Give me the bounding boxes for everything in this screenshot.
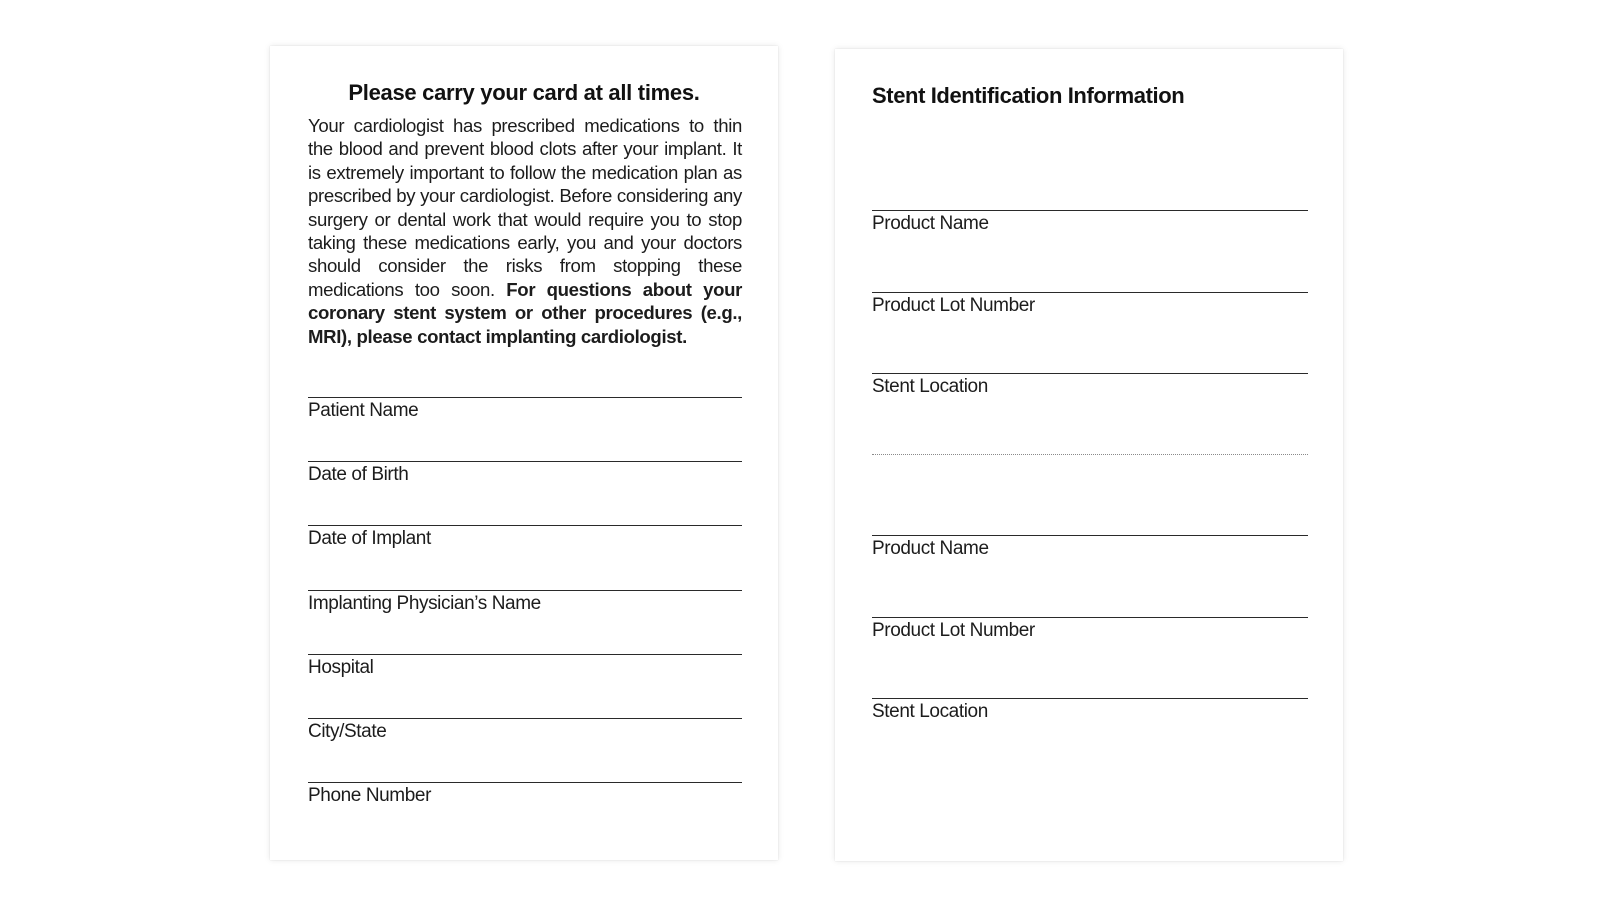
- stent-2-location-field[interactable]: [872, 698, 1308, 722]
- patient-info-card: [270, 46, 778, 860]
- stent-separator-line: [872, 454, 1308, 455]
- city-state-field[interactable]: [308, 718, 742, 742]
- date-of-implant-label: Date of Implant: [308, 528, 431, 549]
- instructions-text: [308, 114, 742, 348]
- stent-id-card: [835, 49, 1343, 861]
- hospital-field[interactable]: [308, 654, 742, 678]
- stent-2-product-name-field[interactable]: [872, 535, 1308, 559]
- patient-name-label: Patient Name: [308, 400, 419, 421]
- stent-1-product-name-label: Product Name: [872, 213, 989, 234]
- stent-2-lot-number-field[interactable]: [872, 617, 1308, 641]
- date-of-birth-label: Date of Birth: [308, 464, 409, 485]
- stent-1-lot-number-field[interactable]: [872, 292, 1308, 316]
- implanting-physician-field[interactable]: [308, 590, 742, 614]
- implanting-physician-label: Implanting Physician’s Name: [308, 593, 541, 614]
- stent-1-lot-number-label: Product Lot Number: [872, 295, 1035, 316]
- instructions-regular: Your cardiologist has prescribed medications to thin the blood and prevent blood clots after your implant. It is extremely important to follow the medication plan as prescribed by your cardiologist. Before considering any surgery or dental work that would require you to stop taking these medications early, you and your doctors should consider the risks from stopping these medications too soon.: [308, 115, 742, 300]
- instructions-bold: For questions about your coronary stent system or other procedures (e.g., MRI), please contact implanting cardiologist.: [308, 278, 742, 347]
- patient-name-field[interactable]: [308, 397, 742, 421]
- phone-number-field[interactable]: [308, 782, 742, 806]
- card-title: Please carry your card at all times.: [348, 80, 700, 105]
- hospital-label: Hospital: [308, 657, 374, 678]
- date-of-implant-field[interactable]: [308, 525, 742, 549]
- stent-2-lot-number-label: Product Lot Number: [872, 620, 1035, 641]
- city-state-label: City/State: [308, 721, 387, 742]
- stent-2-location-label: Stent Location: [872, 701, 988, 722]
- stent-card-title: Stent Identification Information: [872, 83, 1185, 108]
- date-of-birth-field[interactable]: [308, 461, 742, 485]
- phone-number-label: Phone Number: [308, 785, 431, 806]
- stent-1-location-label: Stent Location: [872, 376, 988, 397]
- stent-1-product-name-field[interactable]: [872, 210, 1308, 234]
- stent-2-product-name-label: Product Name: [872, 538, 989, 559]
- stent-1-location-field[interactable]: [872, 373, 1308, 397]
